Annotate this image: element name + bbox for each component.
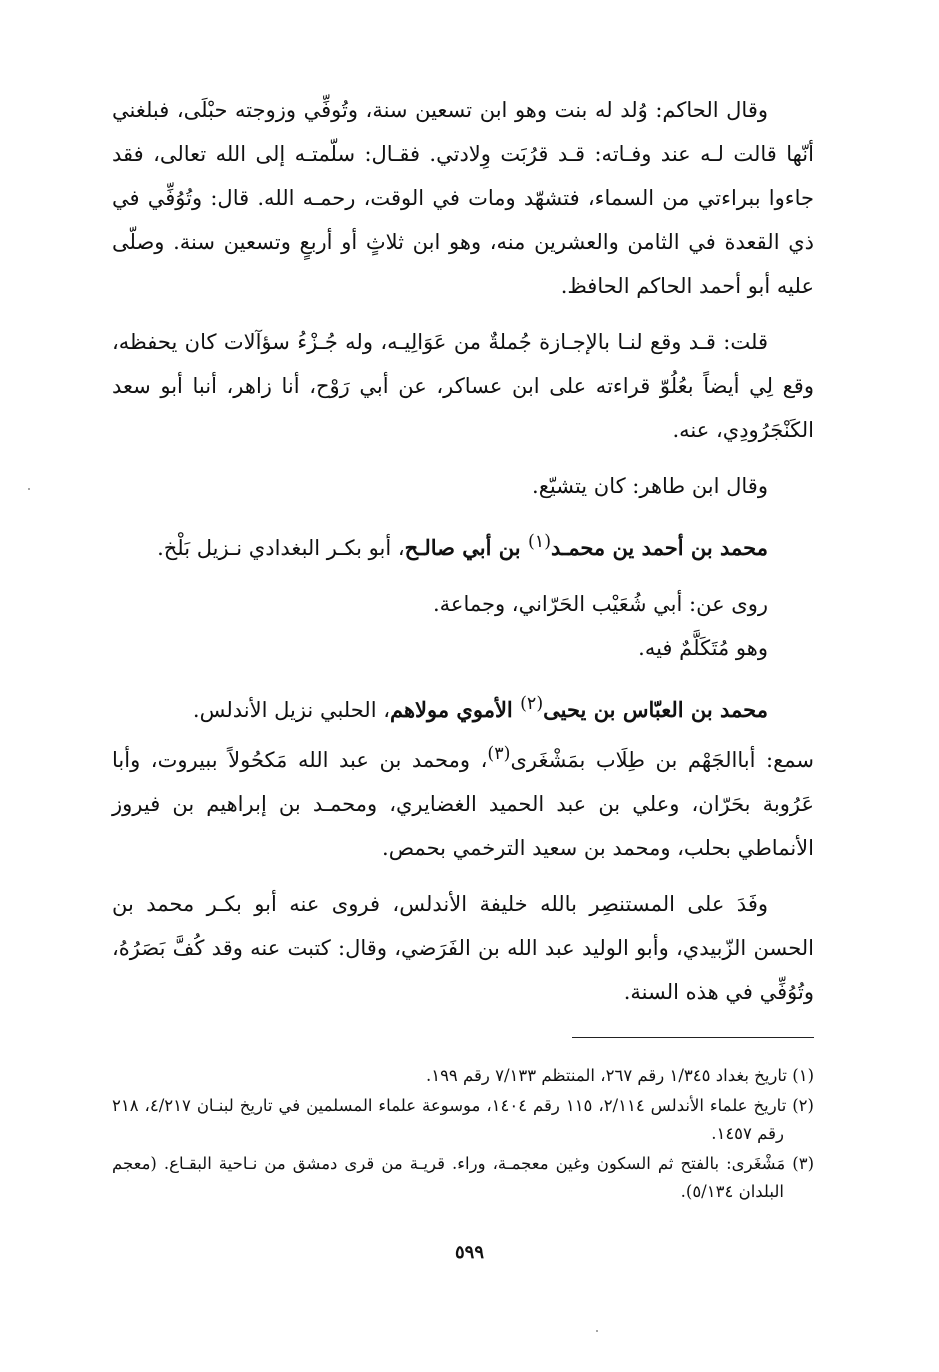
entry-name-2b: الأموي مولاهم (389, 697, 521, 722)
paragraph-ibn-tahir: وقال ابن طاهر: كان يتشيّع. (532, 474, 768, 498)
entry-name-2a: محمد بن العبّاس بن يحيى (543, 697, 768, 722)
page-number: ٥٩٩ (454, 1242, 484, 1263)
entry2-teachers-start: سمع: أباالجَهْم بن طِلَاب بمَشْغَرى (510, 748, 814, 772)
entry2-andalus: وفَدَ على المستنصِر بالله خليفة الأندلس، فروى عنه أبو بكـر محمد بن الحسن الزّبيدي، وأبو الوليد عبد الله بن الفَرَضي، وقال: كتبت عنه وقد كُفَّ بَصَرُهُ، وتُوُفِّي في هذه السنة. (112, 892, 814, 1004)
scan-speck (28, 488, 30, 490)
scan-speck (596, 1330, 598, 1332)
main-text (112, 88, 814, 1026)
footnote-3: (٣) مَشْغَرى: بالفتح ثم السكون وغين معجمـة، وراء. قريـة من قرى دمشق من نـاحية البقـاع. (معجم البلدان ٥/١٣٤). (112, 1154, 814, 1201)
entry2-teachers (112, 732, 814, 870)
entry-heading-2 (112, 682, 814, 732)
footnote-2: (٢) تاريخ علماء الأندلس ٢/١١٤، ١١٥ رقم ١٤٠٤، موسوعة علماء المسلمين في تاريخ لبنـان ٤/٢١٧، ٢١٨ رقم ١٤٥٧. (112, 1096, 814, 1143)
entry-heading-1 (112, 520, 814, 570)
entry1-criticism: وهو مُتَكَلَّمٌ فيه. (638, 636, 768, 660)
footnote-ref-2: (٢) (520, 694, 544, 714)
footnote-ref-1: (١) (527, 532, 552, 552)
entry2-teachers-rest: ، ومحمد بن عبد الله مَكحُولاً ببيروت، وأبا عَرُوبة بحَرّان، وعلي بن عبد الحميد الغضايري، ومحمـد بن إبراهيم بن فيروز الأنماطي بحلب، ومحمد بن سعيد الترخمي بحمص. (112, 748, 814, 860)
entry-desc-2: ، الحلبي نزيل الأندلس. (192, 698, 390, 722)
entry-desc-1: ، أبو بكـر البغدادي نـزيل بَلْخ. (157, 536, 405, 560)
entry-name-1b: بن أبي صالـح (404, 535, 528, 560)
entry-name-1a: محمد بن أحمد ين محمـد (551, 535, 768, 560)
entry1-narration: روى عن: أبي شُعَيْب الحَرّاني، وجماعة. (432, 592, 768, 616)
paragraph-author-note: قلت: قـد وقع لنـا بالإجـازة جُملةٌ من عَوَالِيـه، وله جُـزْءُ سؤآلات كان يحفظه، وقع لِي أيضاً بعُلُوّ قراءته على ابن عساكر، عن أبي رَوْح، أنا زاهر، أنبا أبو سعد الكَنْجَرُودِي، عنه. (112, 330, 814, 442)
footnotes (112, 1062, 814, 1208)
footnote-divider (572, 1037, 814, 1038)
footnote-1: (١) تاريخ بغداد ١/٣٤٥ رقم ٢٦٧، المنتظم ٧/١٣٣ رقم ١٩٩. (425, 1066, 814, 1085)
footnote-ref-3: (٣) (487, 744, 511, 764)
paragraph-hakim-report: وقال الحاكم: وُلد له بنت وهو ابن تسعين سنة، وتُوفِّي وزوجته حبْلَى، فبلغني أنّها قالت لـه عند وفـاته: قـد قرُبَت وِلادتي. فقـال: سلّمتـه إلى الله تعالى، فقد جاءوا ببراءتي من السماء، فتشهّد ومات في الوقت، رحمـه الله. قال: وتُوُفِّي في ذي القعدة في الثامن والعشرين منه، وهو ابن ثلاثٍ أو أربعٍ وتسعين سنة. وصلّى عليه أبو أحمد الحاكم الحافظ. (112, 98, 814, 298)
